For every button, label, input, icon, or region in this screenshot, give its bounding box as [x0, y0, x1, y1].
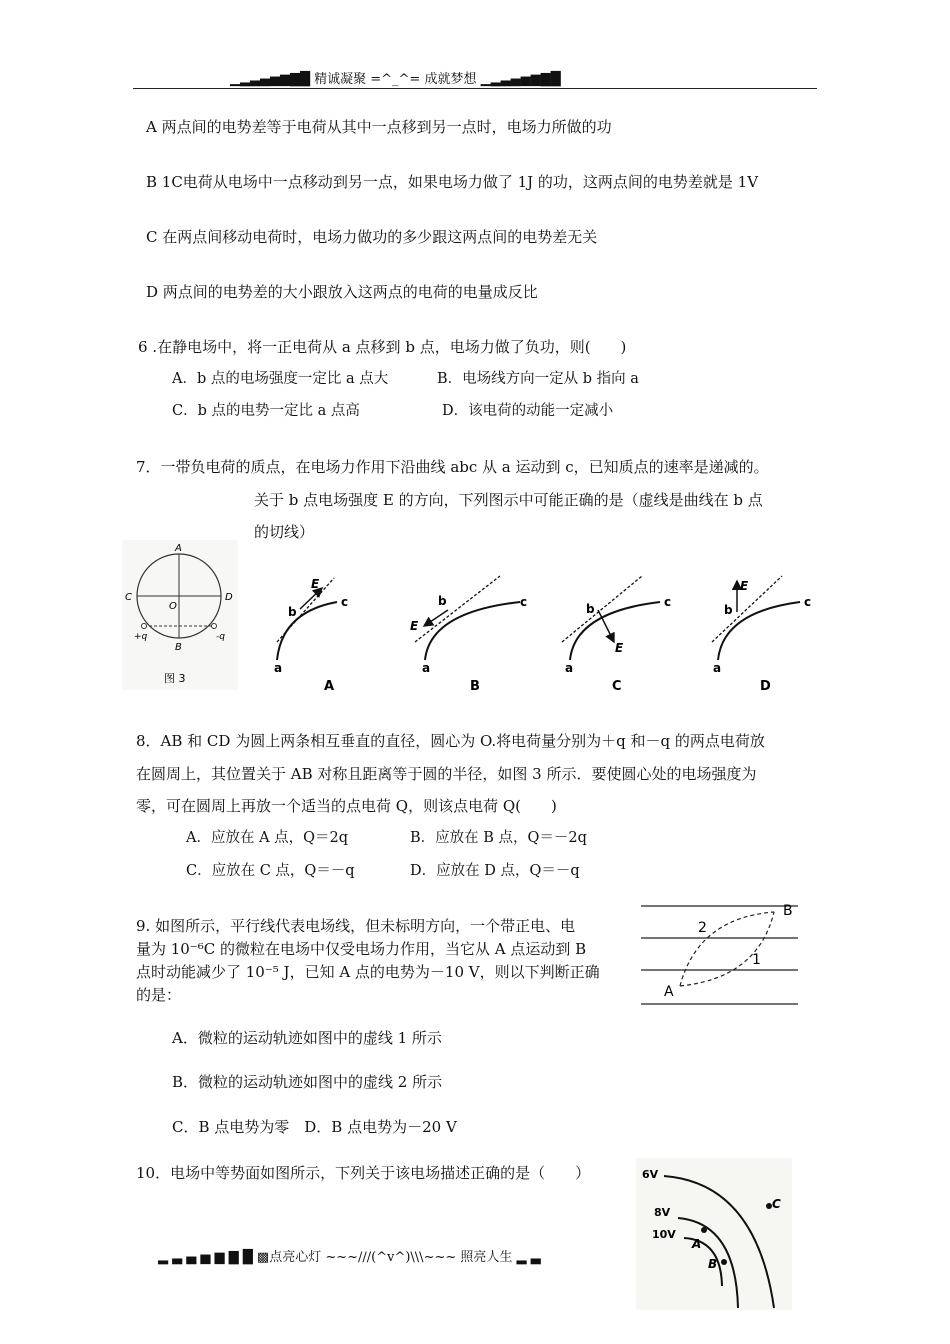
q9-line2: 量为 10⁻⁶C 的微粒在电场中仅受电场力作用，当它从 A 点运动到 B [136, 940, 587, 958]
q9-line4: 的是： [136, 986, 182, 1004]
label-b: B [708, 1257, 718, 1271]
label-1: 1 [752, 952, 761, 968]
figure-3-bg [122, 540, 238, 690]
q6-stem: 6 .在静电场中，将一正电荷从 a 点移到 b 点，电场力做了负功，则( ) [138, 338, 627, 356]
q7-line3: 的切线） [254, 523, 315, 541]
label-b: b [586, 602, 595, 616]
figure-label-a: A [324, 679, 335, 694]
label-e: E [410, 619, 419, 633]
label-b: b [438, 594, 447, 608]
page-header [230, 68, 561, 87]
label-c: c [341, 595, 349, 609]
label-a: a [565, 661, 574, 675]
q6-option-b: B．电场线方向一定从 b 指向 a [437, 371, 639, 387]
q5-option-c: C 在两点间移动电荷时，电场力做功的多少跟这两点间的电势差无关 [146, 228, 598, 246]
label-a: A [175, 543, 182, 554]
label-8v: 8V [654, 1206, 671, 1219]
page-footer [158, 1246, 541, 1265]
footer-text: ▩点亮心灯 ~~~///(^v^)\\\~~~ 照亮人生 [256, 1250, 513, 1265]
q5-option-d: D 两点间的电势差的大小跟放入这两点的电荷的电量成反比 [146, 283, 538, 301]
label-b: b [724, 603, 733, 617]
header-bars-left: ▁▂▃▄▅▆▇█ [230, 72, 310, 87]
q7-figure-d [712, 576, 811, 694]
q7-figure-b [410, 576, 527, 694]
q6-option-c: C．b 点的电势一定比 a 点高 [172, 403, 360, 419]
label-o: O [169, 601, 177, 612]
footer-bars: ▂ ▃ ▄ ▅ ▆ ▇ █ [158, 1250, 253, 1265]
q9-option-b: B．微粒的运动轨迹如图中的虚线 2 所示 [172, 1073, 443, 1091]
tangent-c [562, 576, 642, 642]
header-bars-right: ▁▂▃▄▅▆▇█ [480, 72, 561, 87]
q7-figure-c [562, 576, 671, 694]
tangent-a [277, 578, 334, 642]
q7-figures [262, 572, 842, 697]
trajectory-1 [680, 912, 774, 986]
footer-bars-right: ▂ ▃ [516, 1250, 541, 1265]
figure-3-circle [122, 540, 238, 690]
q8-line1: 8．AB 和 CD 为圆上两条相互垂直的直径，圆心为 O.将电荷量分别为＋q 和－q 的两点电荷放 [136, 732, 765, 750]
q8-option-a: A．应放在 A 点，Q＝2q [186, 830, 349, 846]
label-b: b [288, 605, 297, 619]
q5-option-a: A 两点间的电势差等于电荷从其中一点移到另一点时，电场力所做的功 [146, 118, 612, 136]
q9-line1: 9. 如图所示，平行线代表电场线，但未标明方向，一个带正电、电 [136, 917, 576, 935]
label-c: c [664, 595, 672, 609]
label-e: E [615, 641, 624, 655]
positive-charge [142, 624, 147, 629]
point-a [701, 1227, 707, 1233]
label-c: C [125, 592, 132, 603]
q9-option-a: A．微粒的运动轨迹如图中的虚线 1 所示 [172, 1029, 442, 1047]
figure-label-d: D [760, 679, 771, 694]
q6-option-a: A．b 点的电场强度一定比 a 点大 [172, 371, 389, 387]
q9-option-cd: C．B 点电势为零 D．B 点电势为－20 V [172, 1118, 457, 1136]
q10-figure [636, 1158, 792, 1310]
q5-option-b: B 1C电荷从电场中一点移动到另一点，如果电场力做了 1J 的功，这两点间的电势差就是 1V [146, 173, 759, 191]
q7-figure-a [274, 577, 348, 694]
trajectory-b [425, 602, 520, 660]
q8-option-c: C．应放在 C 点，Q＝－q [186, 863, 355, 879]
label-a: a [422, 661, 431, 675]
negative-charge [212, 624, 217, 629]
label-e: E [740, 579, 749, 593]
label-a: A [664, 984, 674, 1000]
label-a: a [713, 661, 722, 675]
trajectory-a [277, 602, 337, 660]
label-6v: 6V [642, 1168, 659, 1181]
q7-line2: 关于 b 点电场强度 E 的方向，下列图示中可能正确的是（虚线是曲线在 b 点 [254, 491, 763, 509]
header-rule [133, 88, 817, 89]
figure-label-b: B [470, 679, 480, 694]
q9-figure [638, 898, 803, 1010]
label-b: B [175, 642, 182, 653]
q10-stem: 10．电场中等势面如图所示，下列关于该电场描述正确的是（ ） [136, 1164, 591, 1182]
label-d: D [225, 592, 233, 603]
trajectory-2 [680, 912, 774, 986]
tangent-b [415, 576, 500, 642]
q7-line1: 7．一带负电荷的质点，在电场力作用下沿曲线 abc 从 a 运动到 c，已知质点的速率是递减的。 [136, 458, 769, 476]
label-a: a [274, 661, 283, 675]
label-c: C [772, 1197, 781, 1211]
label-c: c [804, 595, 812, 609]
label-b: B [783, 903, 793, 919]
q8-line3: 零，可在圆周上再放一个适当的点电荷 Q，则该点电荷 Q( ) [136, 797, 557, 815]
field-arrow-b [424, 610, 448, 626]
figure-label-c: C [612, 679, 622, 694]
label-e: E [311, 577, 320, 591]
figure-3-caption: 图 3 [164, 672, 186, 685]
q8-option-d: D．应放在 D 点，Q＝－q [410, 863, 580, 879]
label-2: 2 [698, 920, 707, 936]
label-a: A [692, 1237, 702, 1251]
label-c: c [520, 595, 528, 609]
label-plus-q: +q [134, 632, 148, 642]
q8-line2: 在圆周上，其位置关于 AB 对称且距离等于圆的半径，如图 3 所示．要使圆心处的电场强度为 [136, 765, 757, 783]
point-b [721, 1259, 727, 1265]
label-minus-q: -q [216, 632, 225, 642]
q8-option-b: B．应放在 B 点，Q＝－2q [410, 830, 587, 846]
label-10v: 10V [652, 1228, 676, 1241]
q9-line3: 点时动能减少了 10⁻⁵ J，已知 A 点的电势为－10 V，则以下判断正确 [136, 963, 600, 981]
header-title: 精诚凝聚 =^_^= 成就梦想 [314, 72, 477, 87]
q6-option-d: D．该电荷的动能一定减小 [442, 403, 614, 419]
